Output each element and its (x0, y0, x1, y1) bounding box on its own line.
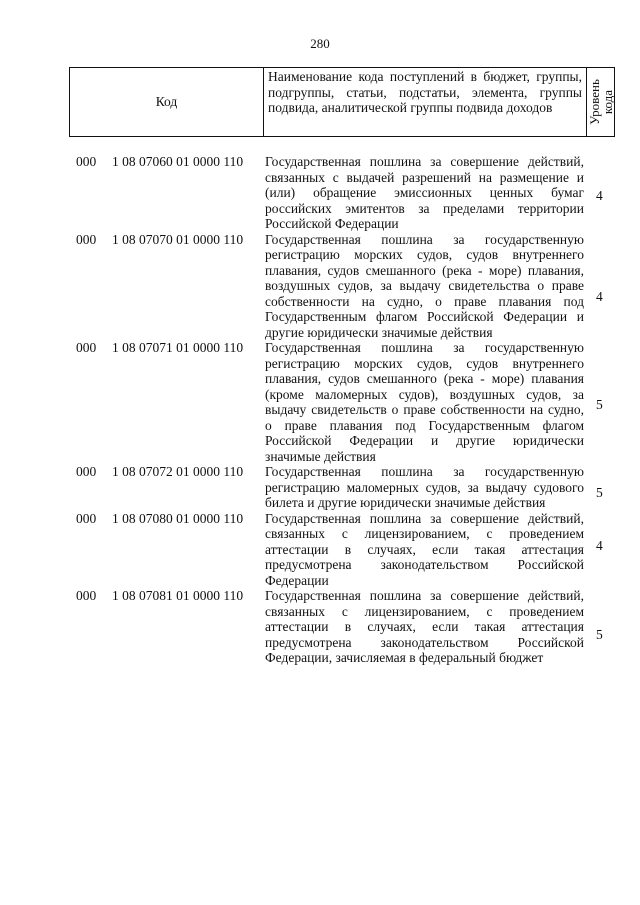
code-level: 5 (596, 627, 603, 642)
header-code-cell (70, 68, 264, 136)
revenue-name: Государственная пошлина за совершение действий, связанных с выдачей разрешений на размещение и (или) обращение эмиссионных ценных бумаг российских эмитентов за пределами территории Российской Федерации (265, 154, 584, 231)
admin-code: 000 (76, 464, 97, 479)
admin-code: 000 (76, 231, 97, 247)
revenue-code: 1 08 07080 01 0000 110 (112, 510, 244, 526)
table-row (0, 232, 640, 341)
revenue-code: 1 08 07081 01 0000 110 (112, 588, 244, 603)
revenue-name: Государственная пошлина за совершение действий, связанных с лицензированием, с проведением аттестации в случаях, если такая аттестация предусмотрена законодательством Российской Федерации (265, 510, 584, 588)
header-level-line2: кода (599, 89, 615, 115)
revenue-code: 1 08 07071 01 0000 110 (112, 340, 244, 355)
table-header (69, 67, 615, 137)
table-row (0, 154, 640, 232)
code-level: 4 (596, 188, 603, 203)
code-level: 5 (596, 485, 603, 500)
table-row (0, 588, 640, 666)
revenue-name: Государственная пошлина за государственную регистрацию морских судов, судов внутреннего плавания, судов смешанного (река - море) плавания (кроме маломерных судов), воздушных судов, за выдачу свидетельств о праве собственности на судно, о праве плавания под Государственным флагом Российской Федерации и другие юридически значимые действия (265, 340, 584, 464)
code-level: 5 (596, 397, 603, 412)
table-body (0, 154, 640, 666)
revenue-name: Государственная пошлина за государственную регистрацию морских судов, судов внутреннего плавания, судов смешанного (река - море) плавания, воздушных судов, за выдачу свидетельства о праве собственности на судно, о праве плавания под Государственным флагом Российской Федерации и другие юридически значимые действия (265, 231, 584, 340)
revenue-name: Государственная пошлина за государственную регистрацию маломерных судов, за выдачу судового билета и другие юридически значимые действия (265, 464, 584, 510)
header-code-label: Код (155, 94, 178, 109)
code-level: 4 (596, 288, 603, 304)
revenue-code: 1 08 07060 01 0000 110 (112, 154, 244, 169)
admin-code: 000 (76, 510, 97, 526)
admin-code: 000 (76, 154, 97, 169)
code-level: 4 (596, 537, 603, 553)
header-level-cell (587, 68, 614, 136)
header-name-label: Наименование кода поступлений в бюджет, группы, подгруппы, статьи, подстатьи, элемента, группы подвида, аналитической группы подвида доходов (268, 69, 582, 115)
header-level-label (588, 79, 614, 125)
revenue-code: 1 08 07072 01 0000 110 (112, 464, 244, 479)
table-row (0, 511, 640, 589)
page-number: 280 (310, 36, 330, 51)
admin-code: 000 (76, 588, 97, 603)
admin-code: 000 (76, 340, 97, 355)
header-name-cell (264, 68, 587, 136)
revenue-code: 1 08 07070 01 0000 110 (112, 231, 244, 247)
table-row (0, 464, 640, 511)
table-row (0, 340, 640, 464)
header-level-line1: Уровень (586, 79, 602, 125)
revenue-name: Государственная пошлина за совершение действий, связанных с лицензированием, с проведением аттестации в случаях, если такая аттестация предусмотрена законодательством Российской Федерации, зачисляемая в федеральный бюджет (265, 588, 584, 665)
